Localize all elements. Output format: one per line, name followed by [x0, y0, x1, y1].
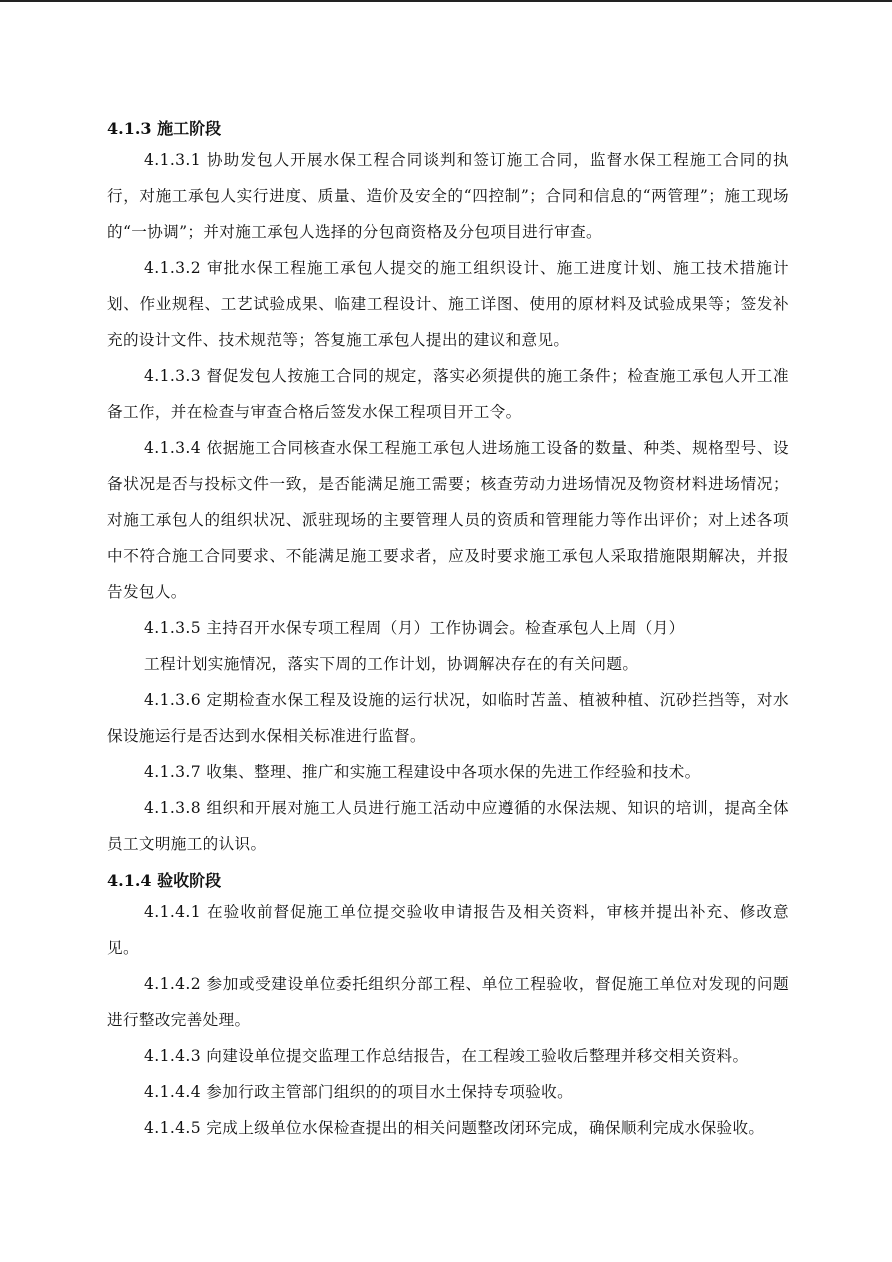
section-heading-4-1-4: 4.1.4 验收阶段 [107, 871, 222, 890]
paragraph-4-1-3-5: 4.1.3.5 主持召开水保专项工程周（月）工作协调会。检查承包人上周（月） [144, 619, 685, 637]
paragraph-4-1-3-1: 4.1.3.1 协助发包人开展水保工程合同谈判和签订施工合同，监督水保工程施工合同的执行，对施工承包人实行进度、质量、造价及安全的“四控制”；合同和信息的“两管理”；施工现场的“一协调”；并对施工承包人选择的分包商资格及分包项目进行审查。 [107, 151, 789, 241]
paragraph-4-1-4-2: 4.1.4.2 参加或受建设单位委托组织分部工程、单位工程验收，督促施工单位对发现的问题进行整改完善处理。 [107, 975, 789, 1029]
paragraph-4-1-4-4: 4.1.4.4 参加行政主管部门组织的的项目水土保持专项验收。 [144, 1083, 574, 1101]
paragraph-4-1-3-4: 4.1.3.4 依据施工合同核查水保工程施工承包人进场施工设备的数量、种类、规格型号、设备状况是否与投标文件一致，是否能满足施工需要；核查劳动力进场情况及物资材料进场情况；对施工承包人的组织状况、派驻现场的主要管理人员的资质和管理能力等作出评价；对上述各项中不符合施工合同要求、不能满足施工要求者，应及时要求施工承包人采取措施限期解决，并报告发包人。 [107, 439, 789, 601]
paragraph-4-1-3-5-continued: 工程计划实施情况，落实下周的工作计划，协调解决存在的有关问题。 [144, 655, 639, 673]
paragraph-4-1-3-2: 4.1.3.2 审批水保工程施工承包人提交的施工组织设计、施工进度计划、施工技术措施计划、作业规程、工艺试验成果、临建工程设计、施工详图、使用的原材料及试验成果等；签发补充的设计文件、技术规范等；答复施工承包人提出的建议和意见。 [107, 259, 789, 349]
document-page [107, 116, 789, 1146]
section-heading-4-1-3: 4.1.3 施工阶段 [107, 119, 222, 138]
paragraph-4-1-3-8: 4.1.3.8 组织和开展对施工人员进行施工活动中应遵循的水保法规、知识的培训，提高全体员工文明施工的认识。 [107, 799, 789, 853]
paragraph-4-1-3-3: 4.1.3.3 督促发包人按施工合同的规定，落实必须提供的施工条件；检查施工承包人开工准备工作，并在检查与审查合格后签发水保工程项目开工令。 [107, 367, 789, 421]
paragraph-4-1-4-3: 4.1.4.3 向建设单位提交监理工作总结报告，在工程竣工验收后整理并移交相关资料。 [144, 1047, 749, 1065]
paragraph-4-1-3-7: 4.1.3.7 收集、整理、推广和实施工程建设中各项水保的先进工作经验和技术。 [144, 763, 701, 781]
paragraph-4-1-4-1: 4.1.4.1 在验收前督促施工单位提交验收申请报告及相关资料，审核并提出补充、修改意见。 [107, 903, 789, 957]
paragraph-4-1-3-6: 4.1.3.6 定期检查水保工程及设施的运行状况，如临时苫盖、植被种植、沉砂拦挡等，对水保设施运行是否达到水保相关标准进行监督。 [107, 691, 789, 745]
top-border-line [0, 0, 892, 2]
paragraph-4-1-4-5: 4.1.4.5 完成上级单位水保检查提出的相关问题整改闭环完成，确保顺利完成水保验收。 [144, 1119, 765, 1137]
